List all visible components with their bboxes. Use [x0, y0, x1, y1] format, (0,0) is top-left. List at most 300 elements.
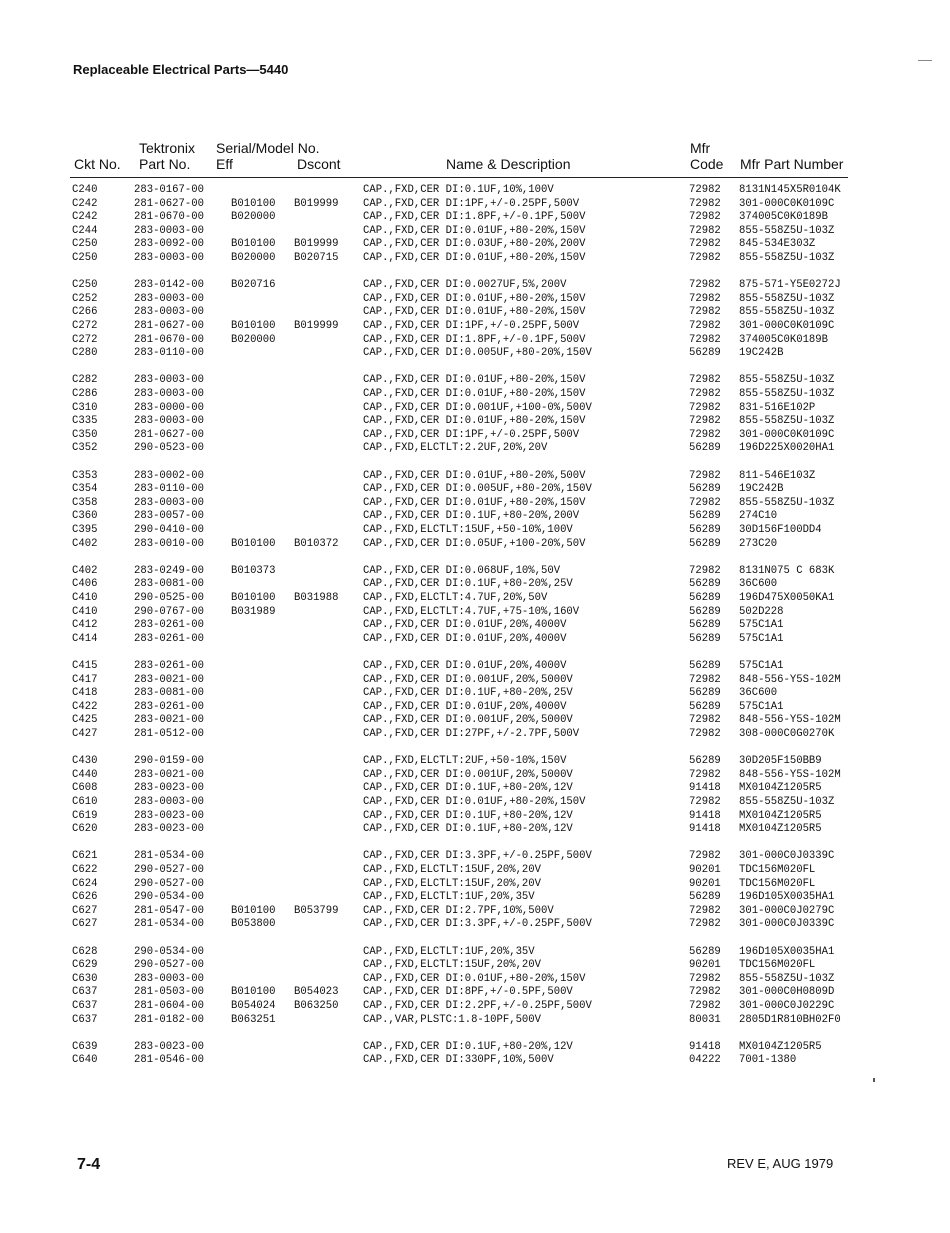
part-no: 290-0534-00	[134, 945, 204, 958]
name-description: CAP.,FXD,CER DI:0.01UF,+80-20%,150V	[363, 374, 586, 387]
ckt-no: C610	[72, 796, 98, 808]
serial-dscont: B019999	[294, 238, 339, 251]
mfr-part-number: 855-558Z5U-103Z	[739, 306, 835, 319]
mfr-part-number: 855-558Z5U-103Z	[739, 972, 835, 985]
mfr-code: 72982	[689, 333, 721, 346]
mfr-code: 80031	[689, 1013, 721, 1026]
name-description: CAP.,FXD,CER DI:0.1UF,+80-20%,12V	[363, 809, 573, 822]
name-description: CAP.,FXD,CER DI:1PF,+/-0.25PF,500V	[363, 320, 580, 332]
part-no: 283-0023-00	[134, 823, 204, 836]
mfr-part-number: 30D205F150BB9	[739, 755, 822, 768]
serial-dscont: B019999	[294, 320, 339, 332]
mfr-part-number: 575C1A1	[739, 660, 784, 672]
mfr-part-number: 196D225X0020HA1	[739, 442, 835, 455]
ckt-no: C637	[72, 986, 98, 999]
serial-eff: B031989	[231, 605, 276, 618]
name-description: CAP.,FXD,ELCTLT:15UF,+50-10%,100V	[363, 524, 573, 536]
ckt-no: C414	[72, 632, 98, 645]
mfr-code: 56289	[689, 687, 721, 700]
name-description: CAP.,FXD,CER DI:3.3PF,+/-0.25PF,500V	[363, 918, 592, 931]
mfr-part-number: 301-000C0J0339C	[739, 850, 835, 863]
name-description: CAP.,FXD,CER DI:0.01UF,+80-20%,150V	[363, 252, 586, 264]
name-description: CAP.,FXD,CER DI:0.01UF,+80-20%,150V	[363, 415, 586, 428]
ckt-no: C640	[72, 1054, 98, 1067]
part-no: 281-0512-00	[134, 728, 204, 740]
name-description: CAP.,FXD,ELCTLT:4.7UF,20%,50V	[363, 592, 548, 604]
part-no: 281-0534-00	[134, 918, 204, 931]
mfr-part-number: 301-000C0H0809D	[739, 986, 835, 999]
mfr-part-number: 2805D1R810BH02F0	[739, 1013, 841, 1026]
mfr-part-number: 7001-1380	[739, 1054, 797, 1067]
ckt-no: C626	[72, 891, 98, 904]
mfr-code: 56289	[689, 605, 721, 618]
mfr-code: 72982	[689, 673, 721, 686]
part-no: 283-0110-00	[134, 347, 204, 360]
name-description: CAP.,FXD,CER DI:0.05UF,+100-20%,50V	[363, 537, 586, 550]
serial-eff: B053800	[231, 918, 276, 931]
name-description: CAP.,FXD,CER DI:0.1UF,10%,100V	[363, 184, 554, 196]
ckt-no: C250	[72, 238, 98, 251]
mfr-code: 72982	[689, 496, 721, 509]
ckt-no: C360	[72, 510, 98, 523]
col-head-serial-model: Serial/Model No.	[216, 140, 320, 156]
ckt-no: C242	[72, 197, 98, 210]
name-description: CAP.,FXD,CER DI:1PF,+/-0.25PF,500V	[363, 428, 580, 441]
part-no: 283-0023-00	[134, 809, 204, 822]
name-description: CAP.,FXD,ELCTLT:2.2UF,20%,20V	[363, 442, 548, 455]
mfr-part-number: TDC156M020FL	[739, 959, 816, 972]
mfr-part-number: 848-556-Y5S-102M	[739, 714, 841, 727]
col-head-part-no: Part No.	[139, 156, 191, 172]
ckt-no: C242	[72, 211, 98, 224]
col-head-tektronix: Tektronix	[139, 140, 196, 156]
scan-mark	[873, 1078, 875, 1082]
col-head-name-description: Name & Description	[446, 156, 571, 172]
col-head-eff: Eff	[216, 156, 233, 172]
serial-eff: B020000	[231, 333, 276, 346]
mfr-code: 72982	[689, 292, 721, 305]
part-no: 283-0002-00	[134, 469, 204, 482]
name-description: CAP.,FXD,CER DI:0.01UF,20%,4000V	[363, 632, 567, 645]
mfr-code: 56289	[689, 537, 721, 550]
mfr-code: 72982	[689, 224, 721, 237]
mfr-code: 72982	[689, 306, 721, 319]
part-no: 281-0546-00	[134, 1054, 204, 1067]
mfr-part-number: 855-558Z5U-103Z	[739, 292, 835, 305]
mfr-code: 56289	[689, 891, 721, 904]
ckt-no: C430	[72, 755, 98, 768]
part-no: 283-0003-00	[134, 292, 204, 305]
col-head-code: Code	[690, 156, 724, 172]
header-rule	[70, 177, 848, 178]
mfr-part-number: 273C20	[739, 537, 778, 550]
col-head-dscont: Dscont	[297, 156, 341, 172]
serial-eff: B010100	[231, 592, 276, 604]
mfr-code: 72982	[689, 320, 721, 332]
part-no: 283-0261-00	[134, 700, 204, 713]
mfr-code: 56289	[689, 632, 721, 645]
part-no: 281-0627-00	[134, 197, 204, 210]
mfr-part-number: 274C10	[739, 510, 778, 523]
part-no: 283-0003-00	[134, 388, 204, 400]
ckt-no: C622	[72, 864, 98, 876]
ckt-no: C335	[72, 415, 98, 428]
serial-eff: B010100	[231, 320, 276, 332]
name-description: CAP.,FXD,ELCTLT:1UF,20%,35V	[363, 891, 535, 904]
mfr-code: 72982	[689, 197, 721, 210]
name-description: CAP.,FXD,ELCTLT:4.7UF,+75-10%,160V	[363, 605, 580, 618]
mfr-code: 56289	[689, 592, 721, 604]
part-no: 283-0261-00	[134, 660, 204, 672]
part-no: 283-0081-00	[134, 578, 204, 591]
part-no: 283-0142-00	[134, 279, 204, 292]
mfr-part-number: 301-000C0J0339C	[739, 918, 835, 931]
ckt-no: C310	[72, 401, 98, 414]
part-no: 290-0523-00	[134, 442, 204, 455]
part-no: 283-0261-00	[134, 632, 204, 645]
part-no: 290-0527-00	[134, 864, 204, 876]
name-description: CAP.,FXD,CER DI:8PF,+/-0.5PF,500V	[363, 986, 573, 999]
name-description: CAP.,FXD,CER DI:0.03UF,+80-20%,200V	[363, 238, 586, 251]
mfr-part-number: 301-000C0K0109C	[739, 320, 835, 332]
serial-eff: B020000	[231, 252, 276, 264]
part-no: 290-0534-00	[134, 891, 204, 904]
page-header-title: Replaceable Electrical Parts—5440	[73, 62, 289, 77]
mfr-code: 72982	[689, 728, 721, 740]
mfr-code: 91418	[689, 1040, 721, 1053]
mfr-code: 72982	[689, 850, 721, 863]
ckt-no: C272	[72, 333, 98, 346]
name-description: CAP.,FXD,CER DI:27PF,+/-2.7PF,500V	[363, 728, 580, 740]
name-description: CAP.,FXD,ELCTLT:15UF,20%,20V	[363, 864, 542, 876]
part-no: 283-0003-00	[134, 224, 204, 237]
part-no: 283-0021-00	[134, 673, 204, 686]
part-no: 290-0525-00	[134, 592, 204, 604]
mfr-code: 72982	[689, 1000, 721, 1012]
ckt-no: C427	[72, 728, 98, 740]
part-no: 281-0604-00	[134, 1000, 204, 1012]
serial-eff: B020716	[231, 279, 276, 292]
mfr-code: 56289	[689, 700, 721, 713]
mfr-part-number: MX0104Z1205R5	[739, 823, 822, 836]
mfr-part-number: 301-000C0K0109C	[739, 428, 835, 441]
name-description: CAP.,FXD,CER DI:0.1UF,+80-20%,200V	[363, 510, 580, 523]
serial-eff: B063251	[231, 1013, 276, 1026]
name-description: CAP.,FXD,CER DI:0.01UF,+80-20%,150V	[363, 972, 586, 985]
mfr-code: 72982	[689, 918, 721, 931]
mfr-part-number: TDC156M020FL	[739, 877, 816, 890]
ckt-no: C272	[72, 320, 98, 332]
name-description: CAP.,FXD,CER DI:0.001UF,20%,5000V	[363, 768, 573, 781]
mfr-part-number: 374005C0K0189B	[739, 211, 829, 224]
serial-eff: B010100	[231, 537, 276, 550]
ckt-no: C620	[72, 823, 98, 836]
name-description: CAP.,FXD,CER DI:0.01UF,+80-20%,150V	[363, 292, 586, 305]
ckt-no: C628	[72, 945, 98, 958]
mfr-code: 56289	[689, 442, 721, 455]
part-no: 281-0503-00	[134, 986, 204, 999]
serial-dscont: B063250	[294, 1000, 339, 1012]
name-description: CAP.,FXD,CER DI:2.2PF,+/-0.25PF,500V	[363, 1000, 592, 1012]
part-no: 283-0003-00	[134, 374, 204, 387]
ckt-no: C350	[72, 428, 98, 441]
mfr-code: 56289	[689, 483, 721, 496]
mfr-code: 72982	[689, 972, 721, 985]
name-description: CAP.,FXD,ELCTLT:15UF,20%,20V	[363, 959, 542, 972]
ckt-no: C415	[72, 660, 98, 672]
name-description: CAP.,FXD,CER DI:1PF,+/-0.25PF,500V	[363, 197, 580, 210]
mfr-code: 72982	[689, 211, 721, 224]
part-no: 290-0527-00	[134, 959, 204, 972]
serial-dscont: B054023	[294, 986, 339, 999]
serial-eff: B010100	[231, 904, 276, 917]
ckt-no: C440	[72, 768, 98, 781]
ckt-no: C422	[72, 700, 98, 713]
footer-page-number: 7-4	[77, 1156, 101, 1173]
name-description: CAP.,FXD,CER DI:0.01UF,20%,4000V	[363, 619, 567, 632]
part-no: 290-0159-00	[134, 755, 204, 768]
mfr-part-number: 855-558Z5U-103Z	[739, 388, 835, 400]
mfr-code: 91418	[689, 809, 721, 822]
name-description: CAP.,FXD,CER DI:0.01UF,20%,4000V	[363, 700, 567, 713]
part-no: 283-0003-00	[134, 415, 204, 428]
mfr-part-number: 575C1A1	[739, 700, 784, 713]
name-description: CAP.,FXD,CER DI:0.01UF,+80-20%,150V	[363, 224, 586, 237]
mfr-part-number: 36C600	[739, 687, 778, 700]
ckt-no: C410	[72, 592, 98, 604]
ckt-no: C630	[72, 972, 98, 985]
mfr-part-number: 875-571-Y5E0272J	[739, 279, 841, 292]
name-description: CAP.,FXD,CER DI:0.1UF,+80-20%,12V	[363, 782, 573, 795]
name-description: CAP.,FXD,CER DI:0.068UF,10%,50V	[363, 564, 561, 577]
ckt-no: C252	[72, 292, 98, 305]
ckt-no: C250	[72, 279, 98, 292]
mfr-code: 72982	[689, 469, 721, 482]
name-description: CAP.,FXD,ELCTLT:15UF,20%,20V	[363, 877, 542, 890]
part-no: 283-0057-00	[134, 510, 204, 523]
part-no: 283-0081-00	[134, 687, 204, 700]
col-head-mfr-part-number: Mfr Part Number	[740, 156, 844, 172]
ckt-no: C250	[72, 252, 98, 264]
ckt-no: C627	[72, 918, 98, 931]
part-no: 281-0182-00	[134, 1013, 204, 1026]
name-description: CAP.,FXD,CER DI:0.1UF,+80-20%,25V	[363, 578, 573, 591]
ckt-no: C639	[72, 1040, 98, 1053]
mfr-code: 91418	[689, 823, 721, 836]
mfr-part-number: 855-558Z5U-103Z	[739, 796, 835, 808]
part-no: 283-0003-00	[134, 496, 204, 509]
ckt-no: C395	[72, 524, 98, 536]
part-no: 283-0000-00	[134, 401, 204, 414]
part-no: 283-0010-00	[134, 537, 204, 550]
part-no: 283-0023-00	[134, 782, 204, 795]
col-head-ckt-no: Ckt No.	[74, 156, 121, 172]
mfr-code: 72982	[689, 564, 721, 577]
name-description: CAP.,FXD,CER DI:0.01UF,+80-20%,150V	[363, 306, 586, 319]
mfr-code: 72982	[689, 238, 721, 251]
ckt-no: C627	[72, 904, 98, 917]
mfr-part-number: 575C1A1	[739, 619, 784, 632]
name-description: CAP.,FXD,CER DI:0.0027UF,5%,200V	[363, 279, 567, 292]
ckt-no: C410	[72, 605, 98, 618]
mfr-part-number: 855-558Z5U-103Z	[739, 252, 835, 264]
mfr-part-number: 8131N075 C 683K	[739, 564, 835, 577]
mfr-code: 72982	[689, 415, 721, 428]
mfr-code: 72982	[689, 904, 721, 917]
serial-eff: B020000	[231, 211, 276, 224]
mfr-part-number: 196D475X0050KA1	[739, 592, 835, 604]
part-no: 283-0003-00	[134, 306, 204, 319]
part-no: 283-0021-00	[134, 768, 204, 781]
mfr-code: 56289	[689, 510, 721, 523]
serial-eff: B010100	[231, 238, 276, 251]
mfr-part-number: 848-556-Y5S-102M	[739, 768, 841, 781]
name-description: CAP.,FXD,CER DI:2.7PF,10%,500V	[363, 904, 554, 917]
mfr-code: 56289	[689, 945, 721, 958]
mfr-part-number: 301-000C0J0229C	[739, 1000, 835, 1012]
mfr-code: 72982	[689, 279, 721, 292]
name-description: CAP.,FXD,CER DI:0.01UF,20%,4000V	[363, 660, 567, 672]
mfr-part-number: 855-558Z5U-103Z	[739, 224, 835, 237]
mfr-part-number: 8131N145X5R0104K	[739, 184, 841, 196]
name-description: CAP.,FXD,CER DI:0.005UF,+80-20%,150V	[363, 347, 592, 360]
ckt-no: C417	[72, 673, 98, 686]
mfr-part-number: 301-000C0J0279C	[739, 904, 835, 917]
mfr-part-number: 19C242B	[739, 347, 784, 360]
ckt-no: C619	[72, 809, 98, 822]
mfr-code: 72982	[689, 986, 721, 999]
part-no: 290-0767-00	[134, 605, 204, 618]
mfr-part-number: 811-546E103Z	[739, 469, 816, 482]
mfr-code: 56289	[689, 347, 721, 360]
mfr-code: 72982	[689, 374, 721, 387]
ckt-no: C354	[72, 483, 98, 496]
part-no: 283-0092-00	[134, 238, 204, 251]
mfr-part-number: 831-516E102P	[739, 401, 816, 414]
mfr-part-number: 30D156F100DD4	[739, 524, 822, 536]
part-no: 290-0410-00	[134, 524, 204, 536]
part-no: 283-0003-00	[134, 972, 204, 985]
serial-eff: B010373	[231, 564, 276, 577]
name-description: CAP.,FXD,CER DI:0.1UF,+80-20%,25V	[363, 687, 573, 700]
serial-dscont: B010372	[294, 537, 339, 550]
name-description: CAP.,FXD,CER DI:330PF,10%,500V	[363, 1054, 554, 1067]
name-description: CAP.,FXD,CER DI:0.005UF,+80-20%,150V	[363, 483, 592, 496]
mfr-code: 56289	[689, 578, 721, 591]
mfr-part-number: MX0104Z1205R5	[739, 782, 822, 795]
part-no: 283-0003-00	[134, 252, 204, 264]
part-no: 283-0003-00	[134, 796, 204, 808]
part-no: 283-0023-00	[134, 1040, 204, 1053]
part-no: 281-0627-00	[134, 428, 204, 441]
mfr-code: 72982	[689, 388, 721, 400]
mfr-code: 72982	[689, 768, 721, 781]
serial-eff: B010100	[231, 197, 276, 210]
corner-tick-mark	[918, 60, 932, 61]
mfr-code: 56289	[689, 755, 721, 768]
mfr-part-number: 308-000C0G0270K	[739, 728, 835, 740]
footer-revision: REV E, AUG 1979	[727, 1156, 834, 1171]
mfr-code: 90201	[689, 959, 721, 972]
ckt-no: C412	[72, 619, 98, 632]
mfr-code: 72982	[689, 796, 721, 808]
ckt-no: C280	[72, 347, 98, 360]
ckt-no: C358	[72, 496, 98, 509]
name-description: CAP.,FXD,CER DI:1.8PF,+/-0.1PF,500V	[363, 211, 586, 224]
mfr-part-number: 19C242B	[739, 483, 784, 496]
mfr-part-number: 575C1A1	[739, 632, 784, 645]
ckt-no: C621	[72, 850, 98, 863]
mfr-code: 56289	[689, 619, 721, 632]
serial-eff: B010100	[231, 986, 276, 999]
mfr-part-number: TDC156M020FL	[739, 864, 816, 876]
mfr-code: 72982	[689, 428, 721, 441]
mfr-code: 56289	[689, 660, 721, 672]
part-no: 290-0527-00	[134, 877, 204, 890]
serial-dscont: B019999	[294, 197, 339, 210]
name-description: CAP.,FXD,CER DI:0.001UF,20%,5000V	[363, 673, 573, 686]
ckt-no: C637	[72, 1013, 98, 1026]
name-description: CAP.,FXD,CER DI:0.1UF,+80-20%,12V	[363, 1040, 573, 1053]
mfr-part-number: 855-558Z5U-103Z	[739, 374, 835, 387]
ckt-no: C425	[72, 714, 98, 727]
name-description: CAP.,FXD,CER DI:0.01UF,+80-20%,150V	[363, 496, 586, 509]
name-description: CAP.,FXD,CER DI:0.01UF,+80-20%,150V	[363, 388, 586, 400]
ckt-no: C286	[72, 388, 98, 400]
mfr-code: 72982	[689, 714, 721, 727]
serial-dscont: B031988	[294, 592, 339, 604]
serial-eff: B054024	[231, 1000, 276, 1012]
name-description: CAP.,FXD,CER DI:3.3PF,+/-0.25PF,500V	[363, 850, 592, 863]
mfr-code: 91418	[689, 782, 721, 795]
ckt-no: C402	[72, 537, 98, 550]
name-description: CAP.,FXD,CER DI:0.01UF,+80-20%,500V	[363, 469, 586, 482]
ckt-no: C244	[72, 224, 98, 237]
part-no: 281-0534-00	[134, 850, 204, 863]
name-description: CAP.,FXD,CER DI:0.1UF,+80-20%,12V	[363, 823, 573, 836]
mfr-part-number: 196D105X0035HA1	[739, 945, 835, 958]
col-head-mfr: Mfr	[690, 140, 711, 156]
mfr-code: 72982	[689, 401, 721, 414]
ckt-no: C353	[72, 469, 98, 482]
mfr-part-number: 845-534E303Z	[739, 238, 816, 251]
name-description: CAP.,FXD,CER DI:0.01UF,+80-20%,150V	[363, 796, 586, 808]
ckt-no: C406	[72, 578, 98, 591]
ckt-no: C624	[72, 877, 98, 890]
part-no: 283-0261-00	[134, 619, 204, 632]
part-no: 283-0249-00	[134, 564, 204, 577]
mfr-code: 90201	[689, 864, 721, 876]
ckt-no: C352	[72, 442, 98, 455]
part-no: 283-0167-00	[134, 184, 204, 196]
part-no: 283-0021-00	[134, 714, 204, 727]
part-no: 281-0627-00	[134, 320, 204, 332]
ckt-no: C418	[72, 687, 98, 700]
mfr-part-number: 301-000C0K0109C	[739, 197, 835, 210]
name-description: CAP.,FXD,CER DI:0.001UF,+100-0%,500V	[363, 401, 592, 414]
mfr-code: 72982	[689, 184, 721, 196]
ckt-no: C266	[72, 306, 98, 319]
name-description: CAP.,FXD,ELCTLT:1UF,20%,35V	[363, 945, 535, 958]
name-description: CAP.,VAR,PLSTC:1.8-10PF,500V	[363, 1013, 542, 1026]
ckt-no: C629	[72, 959, 98, 972]
serial-dscont: B053799	[294, 904, 339, 917]
ckt-no: C637	[72, 1000, 98, 1012]
mfr-part-number: 196D105X0035HA1	[739, 891, 835, 904]
mfr-code: 56289	[689, 524, 721, 536]
name-description: CAP.,FXD,CER DI:1.8PF,+/-0.1PF,500V	[363, 333, 586, 346]
name-description: CAP.,FXD,ELCTLT:2UF,+50-10%,150V	[363, 755, 567, 768]
